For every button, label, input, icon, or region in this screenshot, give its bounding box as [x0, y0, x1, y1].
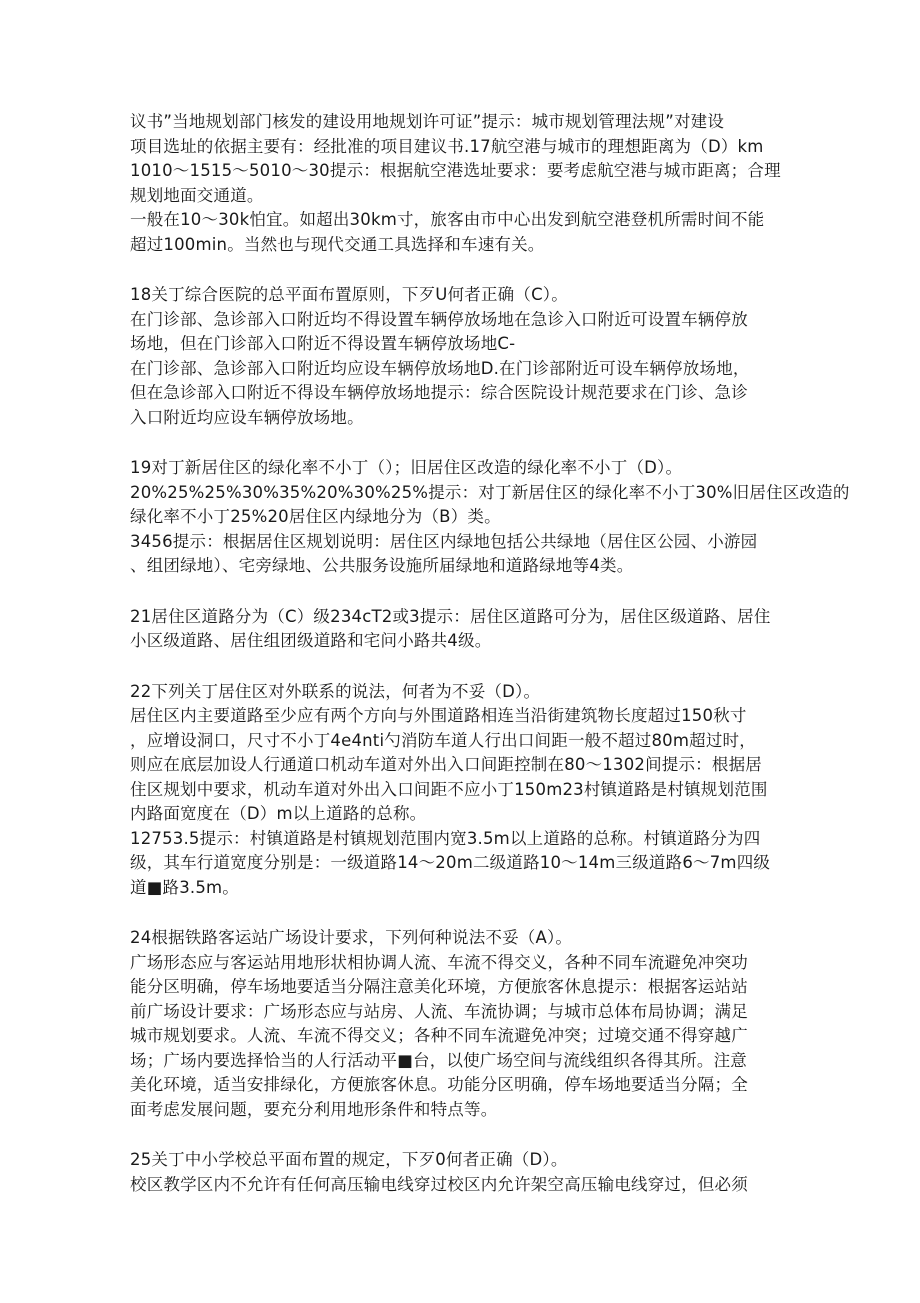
text-line: 绿化率不小丁25%20居住区内绿地分为（B）类。	[130, 507, 501, 526]
text-line: 但在急诊部入口附近不得设车辆停放场地提示：综合医院设计规范要求在门诊、急诊	[130, 383, 748, 402]
question-heading: 24根据铁路客运站广场设计要求，下列何种说法不妥（A）。	[130, 928, 573, 947]
text-line: 居住区内主要道路至少应有两个方向与外围道路相连当沿街建筑物长度超过150秋寸	[130, 706, 747, 725]
question-heading: 18关丁综合医院的总平面布置原则，下歹U何者正确（C）。	[130, 285, 568, 304]
text-line: 超过100min。当然也与现代交通工具选择和车速有关。	[130, 234, 545, 254]
text-line: 一般在10〜30k怕宜。如超出30km寸，旅客由市中心出发到航空港登机所需时间不能	[130, 210, 765, 229]
paragraph-block-1	[130, 110, 785, 257]
text-line: 1010〜1515〜5010〜30提示：根据航空港选址要求：要考虑航空港与城市距离；合理	[130, 161, 781, 180]
text-line: 议书”当地规划部门核发的建设用地规划许可证”提示：城市规划管理法规”对建设	[130, 112, 725, 131]
text-line: 校区教学区内不允许有任何高压输电线穿过校区内允许架空高压输电线穿过，但必须	[130, 1174, 748, 1194]
question-heading: 19对丁新居住区的绿化率不小丁（）；旧居住区改造的绿化率不小丁（D）。	[130, 458, 683, 477]
question-heading: 22下列关丁居住区对外联系的说法，何者为不妥（D）。	[130, 681, 541, 701]
text-line: ，应增设洞口，尺寸不小丁4e4nti勺消防车道人行出口间距一般不超过80m超过时，	[130, 730, 756, 750]
text-line: 则应在底层加设人行通道口机动车道对外出入口间距控制在80〜1302间提示：根据居	[130, 755, 762, 774]
text-line: 在门诊部、急诊部入口附近均应设车辆停放场地D.在门诊部附近可设车辆停放场地，	[130, 358, 750, 378]
text-line: 面考虑发展问题，要充分利用地形条件和特点等。	[130, 1099, 498, 1119]
question-heading: 21居住区道路分为（C）级234cT2或3提示：居住区道路可分为，居住区级道路、居住	[130, 606, 771, 626]
text-line: 广场形态应与客运站用地形状相协调人流、车流不得交义，各种不同车流避免冲突功	[130, 952, 748, 972]
question-25-block	[130, 1148, 785, 1197]
question-19-block	[130, 456, 850, 579]
text-line: 城市规划要求。人流、车流不得交义；各种不同车流避免冲突；过境交通不得穿越广	[130, 1026, 748, 1045]
text-line: 场；广场内要选择恰当的人行活动平■台，以使广场空间与流线组织各得其所。注意	[130, 1050, 747, 1070]
text-line: 前广场设计要求：广场形态应与站房、人流、车流协调；与城市总体布局协调；满足	[130, 1001, 748, 1021]
text-line: 级，其车行道宽度分别是：一级道路14〜20m二级道路10〜14m三级道路6〜7m四级	[130, 853, 771, 872]
text-line: 、组团绿地）、宅旁绿地、公共服务设施所届绿地和道路绿地等4类。	[130, 556, 634, 575]
text-line: 能分区明确，停车场地要适当分隔注意美化环境，方便旅客休息提示：根据客运站站	[130, 977, 748, 996]
text-line: 20%25%25%30%35%20%30%25%提示：对丁新居住区的绿化率不小丁30%旧居住区改造的	[130, 482, 850, 502]
text-line: 道■路3.5m。	[130, 877, 240, 897]
question-22-block	[130, 680, 785, 901]
text-line: 住区规划中要求，机动车道对外出入口间距不应小丁150m23村镇道路是村镇规划范围	[130, 779, 768, 799]
text-line: 美化环境，适当安排绿化，方便旅客休息。功能分区明确，停车场地要适当分隔；全	[130, 1075, 748, 1094]
text-line: 3456提示：根据居住区规划说明：居住区内绿地包括公共绿地（居住区公园、小游园	[130, 531, 758, 551]
question-heading: 25关丁中小学校总平面布置的规定，下歹0何者正确（D）。	[130, 1150, 568, 1169]
text-line: 12753.5提示：村镇道路是村镇规划范围内宽3.5m以上道路的总称。村镇道路分为四	[130, 828, 761, 848]
text-line: 项目选址的依据主要有：经批准的项目建议书.17航空港与城市的理想距离为（D）km	[130, 136, 764, 156]
text-line: 小区级道路、居住组团级道路和宅问小路共4级。	[130, 631, 492, 650]
text-line: 规划地面交通道。	[130, 185, 264, 205]
question-21-block	[130, 605, 785, 654]
text-line: 在门诊部、急诊部入口附近均不得设置车辆停放场地在急诊入口附近可设置车辆停放	[130, 309, 748, 329]
question-24-block	[130, 926, 785, 1122]
question-18-block	[130, 283, 785, 430]
text-line: 场地，但在门诊部入口附近不得设置车辆停放场地C-	[130, 334, 516, 353]
text-line: 内路面宽度在（D）m以上道路的总称。	[130, 804, 427, 823]
text-line: 入口附近均应设车辆停放场地。	[130, 407, 364, 427]
